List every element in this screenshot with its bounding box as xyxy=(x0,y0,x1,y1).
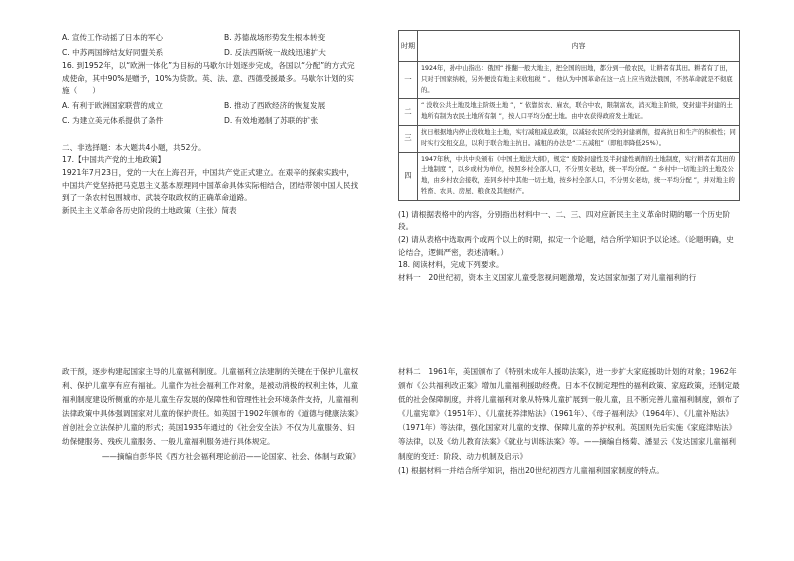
row-content: “ 没收公共土地及地主阶级土地 ”，“ 依靠贫农、雇农，联合中农，限制富农，消灭地主阶级，变封建半封建的土地所有制为农民土地所有制 ”，按人口平均分配土地。由中农获得政府发土地证。 xyxy=(418,99,740,126)
q16-options xyxy=(62,98,360,128)
q17-question-2: (2) 请从表格中选取两个或两个以上的时期，拟定一个论题，结合所学知识予以论述。（论题明确，史论结合，逻辑严密，表述清晰。） xyxy=(398,234,734,257)
q15-option-b: B. 苏德战场形势发生根本转变 xyxy=(224,33,326,42)
table-row xyxy=(399,152,740,200)
q18-title: 18. 阅读材料，完成下列要求。 xyxy=(398,260,504,270)
table-row xyxy=(399,62,740,99)
q17-text: 1921年7月23日，党的一大在上海召开，中国共产党正式建立。在艰辛的探索实践中，中国共产党坚持把马克思主义基本原理同中国革命具体实际相结合，团结带领中国人民找到了一条农村包围城市、武装夺取政权的正确革命道路。 xyxy=(62,167,359,203)
q18-question-1: (1) 根据材料一并结合所学知识，指出20世纪初西方儿童福利国家制度的特点。 xyxy=(398,465,664,475)
left-column xyxy=(62,30,360,217)
material1-continued: 政干预，逐步构建起国家主导的儿童福利制度。儿童福利立法建制的关键在于保护儿童权利、保护儿童享有应有福祉。儿童作为社会福利工作对象，是被动消极的权利主体，儿童福利制度建设所侧重的亦是儿童生存发展的保障性和管理性社会环境条件支持，儿童福利法律政策中具体强调国家对儿童的保护责任。如英国于1902年颁布的《道德与健康法案》首创社会立法保护儿童的形式；英国1935年通过的《社会安全法》不仅为儿童服务、妇幼保健服务、残疾儿童服务、一般儿童福利服务进行具体规定。 xyxy=(62,367,359,447)
right-column xyxy=(398,30,740,284)
row-content: 抗日根据地内停止没收地主土地，实行减租减息政策，以减轻农民所受的封建剥削，提高抗日和生产的积极性；同时实行交租交息，以利于联合地主抗日。减租的办法是“二五减租”（即租率降低25%）。 xyxy=(418,125,740,152)
q15-option-a: A. 宣传工作动摇了日本的军心 xyxy=(62,33,164,42)
row-content: 1947年秋，中共中央颁布《中国土地法大纲》，规定“ 废除封建性及半封建性剥削的土地制度，实行耕者有其田的土地制度 ”，以乡或村为单位，按照乡村全部人口，不分男女老幼，统一平均分配。“ 乡村中一切地主的土地及公地，由乡村农会接收，连同乡村中其他一切土地，按乡村全部人口，不分男女老幼，统一平均分配 ”，并对地主的牲畜、农具、房屋、粮食及其他财产。 xyxy=(418,152,740,200)
q18-material1: 材料一 20世纪初，资本主义国家儿童受忽视问题激增，发达国家加强了对儿童福利的行 xyxy=(398,272,697,282)
table-caption: 新民主主义革命各历史阶段的土地政策（主张）简表 xyxy=(62,205,237,215)
header-period: 时期 xyxy=(399,31,418,62)
q16-option-c: C. 为建立美元体系提供了条件 xyxy=(62,115,164,125)
q16-option-b: B. 推动了西欧经济的恢复发展 xyxy=(224,100,326,110)
q17-question-1: (1) 请根据表格中的内容，分别指出材料中一、二、三、四对应新民主主义革命时期的哪一个历史阶段。 xyxy=(398,209,731,232)
bottom-right-passage xyxy=(398,365,740,478)
section2-heading: 二、非选择题：本大题共4小题，共52分。 xyxy=(62,142,206,152)
q16-option-a: A. 有利于欧洲国家联营的成立 xyxy=(62,100,164,110)
q15-option-d: D. 反法西斯统一战线迅速扩大 xyxy=(224,48,326,57)
material2-text: 材料二 1961年，美国颁布了《特别未成年人援助法案》，进一步扩大家庭援助计划的对象；1962年颁布《公共福利改正案》增加儿童福利援助经费。日本不仅制定理性的福利政策、家庭政策，还制定最低的社会保障制度，并将儿童福利对象从特殊儿童扩展到一般儿童，且不断完善儿童福利制度，颁布了《儿童宪章》（1951年）、《儿童抚养津贴法》（1961年）、《母子福利法》（1964年）、《儿童补贴法》（1971年）等法律，强化国家对儿童的支撑、保障儿童的养护权利。英国则先后实施《家庭津贴法》等法律，以及《幼儿教育法案》《就业与训练法案》等。——摘编自杨菊、潘显云《发达国家儿童福利制度的变迁：阶段、动力机制及启示》 xyxy=(398,367,740,461)
table-header-row xyxy=(399,31,740,62)
table-row xyxy=(399,99,740,126)
header-content: 内容 xyxy=(418,31,740,62)
table-row xyxy=(399,125,740,152)
land-policy-table xyxy=(398,30,740,201)
q16-stem: 16. 到1952年，以“欧洲一体化”为目标的马歇尔计划逐步完成，各国以“分配”的方式完成使命，其中90%是赠予，10%为贷款。英、法、意、西德受援最多。马歇尔计划的实施（ ） xyxy=(62,61,355,96)
q15-option-c: C. 中苏两国缔结友好同盟关系 xyxy=(62,48,164,57)
row-period: 一 xyxy=(399,62,418,99)
bottom-left-passage xyxy=(62,365,360,464)
row-period: 二 xyxy=(399,99,418,126)
row-period: 四 xyxy=(399,152,418,200)
q17-title: 17.【中国共产党的土地政策】 xyxy=(62,155,166,165)
q15-options xyxy=(62,30,360,60)
row-period: 三 xyxy=(399,125,418,152)
q16-option-d: D. 有效地遏制了苏联的扩张 xyxy=(224,115,319,125)
row-content: 1924年，孙中山指出：俄国“ 推翻一般大地主，把全国的田地，都分到一般农民，让耕者有其田。耕者有了田，只对于国家纳税，另外便没有地主来收租税 ” 。 他认为中国革命在这一点上应当效法俄国，不然革命就是不彻底的。 xyxy=(418,62,740,99)
material1-source: ——摘编自彭华民《西方社会福利理论前沿——论国家、社会、体制与政策》 xyxy=(101,451,360,461)
